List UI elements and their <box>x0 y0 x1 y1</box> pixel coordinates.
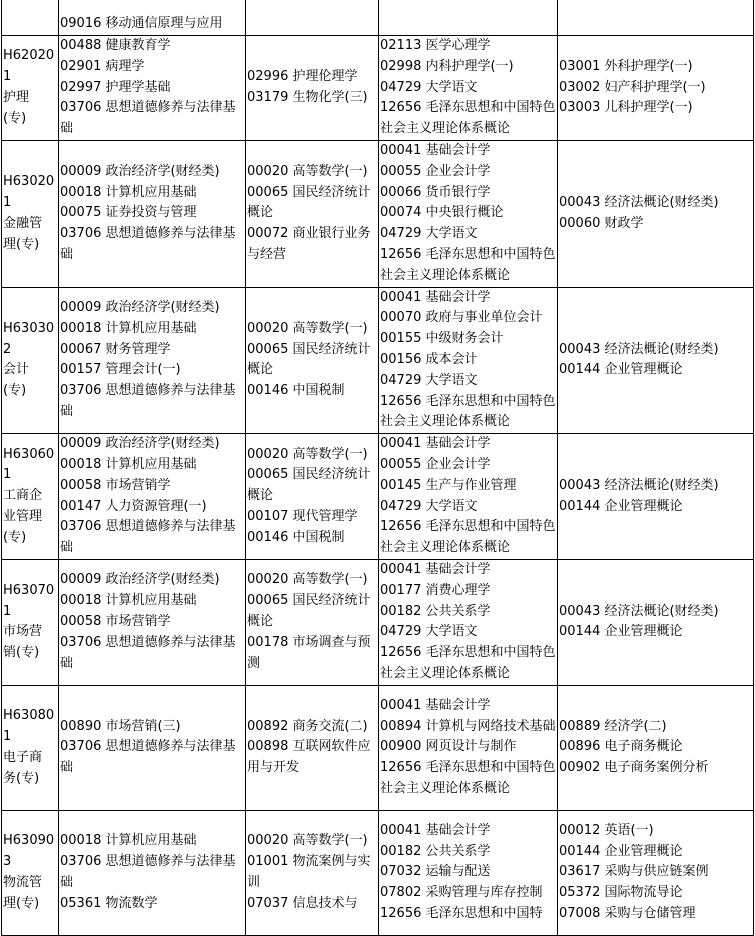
course-entry: 02997 护理学基础 <box>60 79 171 95</box>
third-term-cell <box>379 0 558 36</box>
course-entry: 00043 经济法概论(财经类) <box>559 477 719 493</box>
course-entry: 00020 高等数学(一) <box>247 572 368 588</box>
course-entry <box>60 0 245 14</box>
course-entry: 03706 思想道德修养与法律基础 <box>60 853 236 890</box>
major-label: 会计 <box>3 362 30 378</box>
course-entry: 00107 现代管理学 <box>247 508 358 524</box>
course-entry: 00041 基础会计学 <box>380 561 491 577</box>
major-cell <box>2 810 59 935</box>
course-entry: 00009 政治经济学(财经类) <box>60 163 220 179</box>
major-label: 理(专) <box>3 895 40 911</box>
course-entry: 00009 政治经济学(财经类) <box>60 572 220 588</box>
major-label: 销(专) <box>3 645 40 661</box>
second-term-cell <box>246 0 379 36</box>
course-entry: 00156 成本会计 <box>380 351 478 367</box>
course-entry: 00018 计算机应用基础 <box>60 184 197 200</box>
first-term-cell <box>59 36 246 141</box>
course-entry: 00041 基础会计学 <box>380 436 491 452</box>
course-entry: 00144 企业管理概论 <box>559 362 683 378</box>
course-entry: 03706 思想道德修养与法律基础 <box>60 739 236 776</box>
fourth-term-cell <box>558 287 754 434</box>
course-entry: 00066 货币银行学 <box>380 184 491 200</box>
course-entry: 00147 人力资源管理(一) <box>60 498 207 514</box>
course-entry: 05372 国际物流导论 <box>559 885 683 901</box>
second-term-cell <box>246 434 379 560</box>
course-entry: 00070 政府与事业单位会计 <box>380 310 543 326</box>
table-row <box>2 140 754 287</box>
course-entry: 09016 移动通信原理与应用 <box>60 15 223 31</box>
table-row <box>2 0 754 36</box>
course-entry: 00075 证券投资与管理 <box>60 205 197 221</box>
course-entry: 12656 毛泽东思想和中国特色社会主义理论体系概论 <box>380 645 556 681</box>
major-label: H630302 <box>3 320 55 357</box>
course-entry: 02901 病理学 <box>60 58 145 74</box>
major-label: 业管理 <box>3 508 43 524</box>
course-entry: 12656 毛泽东思想和中国特色社会主义理论体系概论 <box>380 760 556 796</box>
course-entry: 00065 国民经济统计概论 <box>247 467 371 504</box>
course-entry: 00018 计算机应用基础 <box>60 320 197 336</box>
course-entry: 12656 毛泽东思想和中国特色社会主义理论体系概论 <box>380 519 556 556</box>
table-row <box>2 434 754 560</box>
course-entry: 03706 思想道德修养与法律基础 <box>60 226 236 262</box>
course-entry: 00072 商业银行业务与经营 <box>247 226 371 262</box>
major-cell <box>2 0 59 36</box>
fourth-term-cell <box>558 810 754 935</box>
second-term-cell <box>246 810 379 935</box>
course-entry: 00041 基础会计学 <box>380 822 491 838</box>
third-term-cell <box>379 810 558 935</box>
third-term-cell <box>379 36 558 141</box>
course-entry: 00182 公共关系学 <box>380 843 491 859</box>
course-entry: 12656 毛泽东思想和中国特 <box>380 905 543 921</box>
course-entry: 00018 计算机应用基础 <box>60 456 197 472</box>
major-label: H620201 <box>3 48 55 85</box>
course-entry: 00178 市场调查与预测 <box>247 634 371 671</box>
course-entry: 07037 信息技术与 <box>247 895 358 911</box>
first-term-cell <box>59 0 246 36</box>
major-cell <box>2 36 59 141</box>
course-entry: 02998 内科护理学(一) <box>380 58 514 74</box>
major-cell <box>2 559 59 685</box>
course-entry: 00896 电子商务概论 <box>559 739 683 755</box>
course-entry: 00058 市场营销学 <box>60 613 171 629</box>
second-term-cell <box>246 559 379 685</box>
major-label: 市场营 <box>3 624 43 640</box>
major-label: 金融管 <box>3 215 43 231</box>
course-entry: 00041 基础会计学 <box>380 142 491 158</box>
first-term-cell <box>59 140 246 287</box>
major-label: H630601 <box>3 446 55 483</box>
course-entry: 03179 生物化学(三) <box>247 89 368 105</box>
third-term-cell <box>379 287 558 434</box>
course-entry: 00065 国民经济统计概论 <box>247 341 371 378</box>
course-entry: 03706 思想道德修养与法律基础 <box>60 383 236 419</box>
course-entry: 00900 网页设计与制作 <box>380 739 517 755</box>
table-row <box>2 559 754 685</box>
second-term-cell <box>246 36 379 141</box>
course-entry: 03002 妇产科护理学(一) <box>559 79 706 95</box>
table-row <box>2 810 754 935</box>
table-row <box>2 36 754 141</box>
major-label: 理(专) <box>3 236 40 252</box>
course-entry: 00020 高等数学(一) <box>247 320 368 336</box>
course-entry: 00012 英语(一) <box>559 822 654 838</box>
course-entry: 04729 大学语文 <box>380 79 478 95</box>
course-entry: 00144 企业管理概论 <box>559 843 683 859</box>
course-entry: 03706 思想道德修养与法律基础 <box>60 634 236 671</box>
fourth-term-cell <box>558 140 754 287</box>
fourth-term-cell <box>558 434 754 560</box>
course-entry: 00018 计算机应用基础 <box>60 833 197 849</box>
course-entry: 00182 公共关系学 <box>380 603 491 619</box>
course-entry: 00074 中央银行概论 <box>380 205 504 221</box>
course-entry: 04729 大学语文 <box>380 372 478 388</box>
course-entry: 12656 毛泽东思想和中国特色社会主义理论体系概论 <box>380 246 556 283</box>
course-entry: 07008 采购与仓储管理 <box>559 905 696 921</box>
third-term-cell <box>379 434 558 560</box>
major-cell <box>2 685 59 810</box>
course-entry: 00892 商务交流(二) <box>247 718 368 734</box>
course-entry: 02996 护理伦理学 <box>247 69 358 85</box>
first-term-cell <box>59 810 246 935</box>
course-entry: 00020 高等数学(一) <box>247 833 368 849</box>
second-term-cell <box>246 685 379 810</box>
course-entry: 00020 高等数学(一) <box>247 446 368 462</box>
major-cell <box>2 287 59 434</box>
course-entry: 07032 运输与配送 <box>380 864 491 880</box>
course-entry: 03706 思想道德修养与法律基础 <box>60 100 236 137</box>
course-entry: 00058 市场营销学 <box>60 477 171 493</box>
table-row <box>2 287 754 434</box>
major-label: 工商企 <box>3 488 43 504</box>
course-entry: 00043 经济法概论(财经类) <box>559 341 719 357</box>
major-label: H630903 <box>3 833 55 869</box>
course-entry: 00144 企业管理概论 <box>559 624 683 640</box>
course-entry: 00065 国民经济统计概论 <box>247 184 371 221</box>
course-entry: 07802 采购管理与库存控制 <box>380 885 543 901</box>
third-term-cell <box>379 685 558 810</box>
course-entry: 00890 市场营销(三) <box>60 718 181 734</box>
course-entry: 00009 政治经济学(财经类) <box>60 436 220 452</box>
course-entry: 00055 企业会计学 <box>380 163 491 179</box>
course-entry: 12656 毛泽东思想和中国特色社会主义理论体系概论 <box>380 393 556 430</box>
major-cell <box>2 434 59 560</box>
course-entry: 03706 思想道德修养与法律基础 <box>60 519 236 556</box>
course-entry: 01001 物流案例与实训 <box>247 853 371 890</box>
course-entry: 00146 中国税制 <box>247 529 345 545</box>
course-entry: 00146 中国税制 <box>247 383 345 399</box>
course-entry: 00157 管理会计(一) <box>60 362 181 378</box>
fourth-term-cell <box>558 559 754 685</box>
course-entry: 00177 消费心理学 <box>380 582 491 598</box>
major-label: H630701 <box>3 582 55 619</box>
course-entry: 00898 互联网软件应用与开发 <box>247 739 371 776</box>
second-term-cell <box>246 140 379 287</box>
course-entry: 00894 计算机与网络技术基础 <box>380 718 556 734</box>
first-term-cell <box>59 685 246 810</box>
course-entry: 00144 企业管理概论 <box>559 498 683 514</box>
course-entry: 00889 经济学(二) <box>559 718 667 734</box>
first-term-cell <box>59 434 246 560</box>
course-entry: 00060 财政学 <box>559 215 644 231</box>
first-term-cell <box>59 559 246 685</box>
major-label: 物流管 <box>3 874 43 890</box>
course-entry: 00043 经济法概论(财经类) <box>559 194 719 210</box>
course-entry: 00902 电子商务案例分析 <box>559 760 709 776</box>
course-entry: 00488 健康教育学 <box>60 38 171 53</box>
course-entry: 12656 毛泽东思想和中国特色社会主义理论体系概论 <box>380 100 556 137</box>
fourth-term-cell <box>558 685 754 810</box>
fourth-term-cell <box>558 0 754 36</box>
third-term-cell <box>379 559 558 685</box>
course-entry: 03001 外科护理学(一) <box>559 58 693 74</box>
course-entry: 00145 生产与作业管理 <box>380 477 517 493</box>
major-label: (专) <box>3 529 27 545</box>
course-entry: 04729 大学语文 <box>380 226 478 242</box>
course-entry: 00009 政治经济学(财经类) <box>60 299 220 315</box>
major-label: (专) <box>3 110 27 126</box>
course-entry: 05361 物流数学 <box>60 895 158 911</box>
course-entry: 00041 基础会计学 <box>380 697 491 713</box>
course-entry: 04729 大学语文 <box>380 498 478 514</box>
major-label: H630201 <box>3 174 55 210</box>
course-entry: 00055 企业会计学 <box>380 456 491 472</box>
course-entry: 00020 高等数学(一) <box>247 163 368 179</box>
course-entry: 02113 医学心理学 <box>380 38 491 53</box>
course-entry: 00043 经济法概论(财经类) <box>559 603 719 619</box>
major-cell <box>2 140 59 287</box>
course-entry: 00065 国民经济统计概论 <box>247 593 371 629</box>
first-term-cell <box>59 287 246 434</box>
major-label: (专) <box>3 383 27 399</box>
course-entry: 00018 计算机应用基础 <box>60 593 197 609</box>
course-entry: 00067 财务管理学 <box>60 341 171 357</box>
course-entry: 03617 采购与供应链案例 <box>559 864 709 880</box>
third-term-cell <box>379 140 558 287</box>
course-entry: 03003 儿科护理学(一) <box>559 100 693 116</box>
major-label: 护理 <box>3 89 30 105</box>
course-entry: 04729 大学语文 <box>380 624 478 640</box>
course-entry: 00041 基础会计学 <box>380 289 491 305</box>
fourth-term-cell <box>558 36 754 141</box>
major-label: H630801 <box>3 708 55 744</box>
table-row <box>2 685 754 810</box>
exam-course-table <box>1 0 754 936</box>
major-label: 务(专) <box>3 770 40 786</box>
major-label: 电子商 <box>3 749 43 765</box>
second-term-cell <box>246 287 379 434</box>
course-entry: 00155 中级财务会计 <box>380 331 504 347</box>
